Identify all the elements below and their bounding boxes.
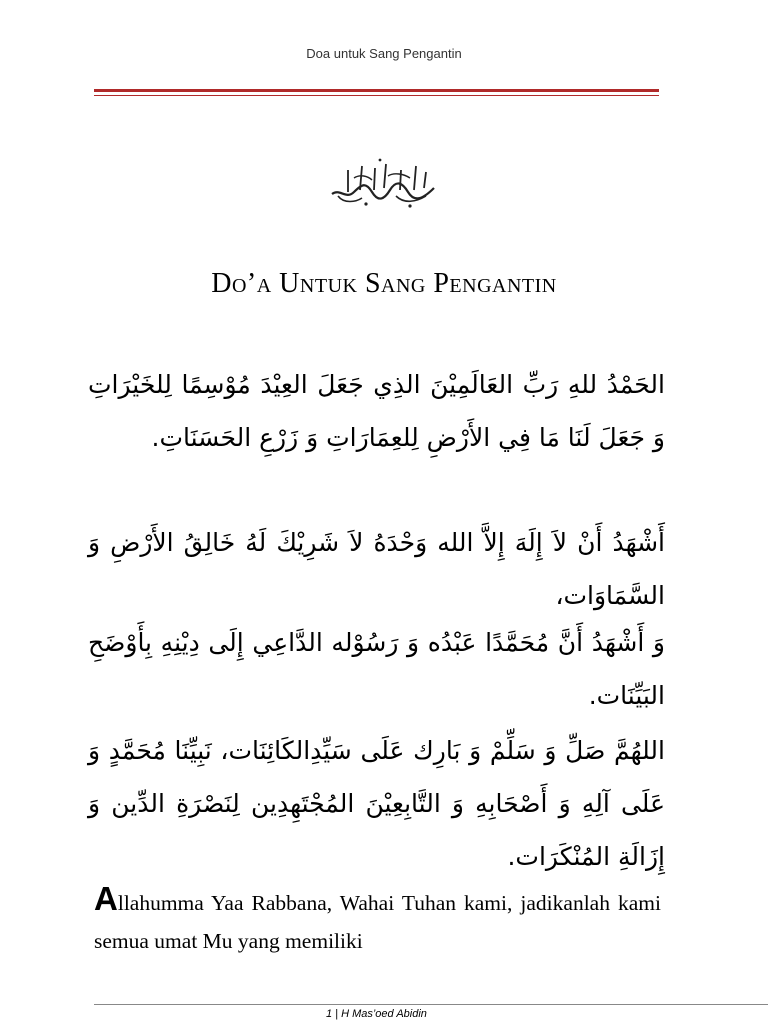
header-rule-thick: [94, 89, 659, 92]
arabic-paragraph-hamdalah: الحَمْدُ للهِ رَبِّ العَالَمِيْنَ الذِي جَعَلَ العِيْدَ مُوْسِمًا لِلخَيْرَاتِ وَ جَعَلَ لَنَا مَا فِي الأَرْضِ لِلعِمَارَاتِ وَ زَرْعِ الحَسَنَاتِ.: [88, 370, 665, 452]
footer-rule: [94, 1004, 768, 1005]
document-title: Do’a Untuk Sang Pengantin: [211, 268, 557, 299]
page-footer: 1 | H Mas’oed Abidin: [326, 1008, 427, 1020]
arabic-paragraph-shalawat: اللهُمَّ صَلِّ وَ سَلِّمْ وَ بَارِك عَلَى سَيِّدِالكَائِنَات، نَبِيِّنَا مُحَمَّدٍ وَ عَلَى آلِهِ وَ أَصْحَابِهِ وَ التَّابِعِيْنَ المُجْتَهِدِين لِنَصْرَةِ الدِّين وَ إِزَالَةِ المُنْكَرَات.: [88, 736, 665, 871]
page-header: Doa untuk Sang Pengantin: [306, 46, 462, 61]
basmala-calligraphy-icon: [326, 152, 442, 222]
arabic-paragraph-syahadat-1: أَشْهَدُ أَنْ لاَ إِلَهَ إِلاَّ الله وَحْدَهُ لاَ شَرِيْكَ لَهُ خَالِقُ الأَرْضِ وَ السَّمَاوَات،: [88, 528, 665, 610]
latin-paragraph-text: llahumma Yaa Rabbana, Wahai Tuhan kami, jadikanlah kami semua umat Mu yang memiliki: [94, 891, 661, 953]
drop-cap: A: [94, 880, 118, 917]
header-rule-thin: [94, 95, 659, 96]
arabic-paragraph-syahadat-2: وَ أَشْهَدُ أَنَّ مُحَمَّدًا عَبْدُه وَ رَسُوْله الدَّاعِي إِلَى دِيْنِهِ بِأَوْضَحِ البَيِّنَات.: [88, 628, 665, 710]
latin-paragraph: [94, 880, 661, 960]
